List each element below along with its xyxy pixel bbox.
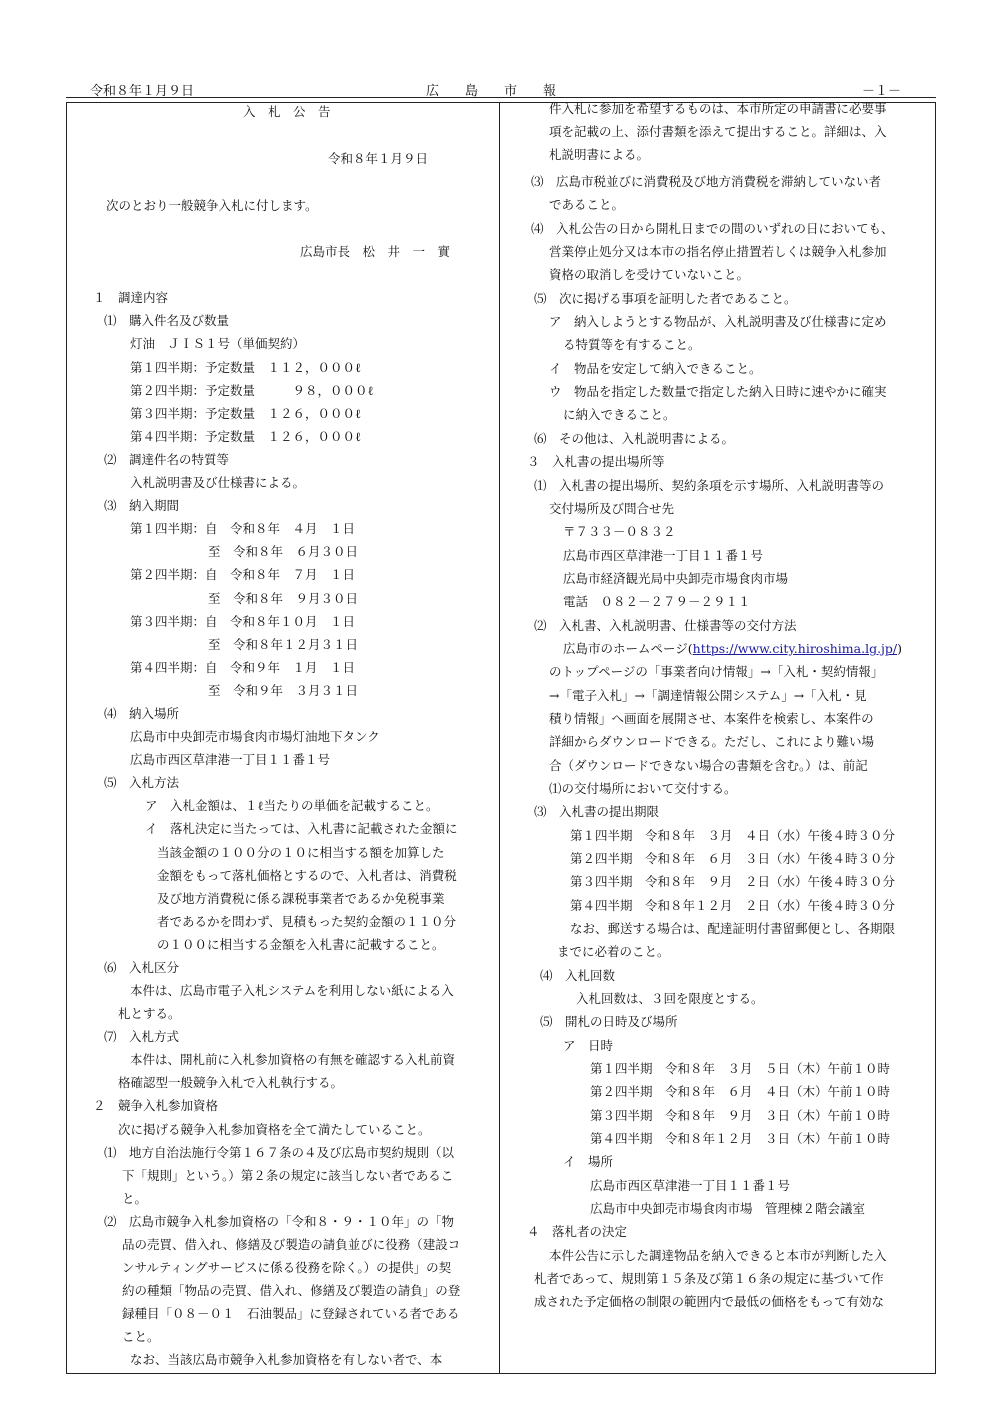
- text-line: 資格の取消しを受けていないこと。: [549, 267, 750, 282]
- text-line: 金額をもって落札価格とするので、入札者は、消費税: [157, 868, 457, 883]
- text-line: 本件は、広島市電子入札システムを利用しない紙による入: [130, 983, 454, 998]
- column-divider: [499, 102, 500, 1374]
- header-date: 令和８年１月９日: [90, 84, 195, 99]
- text-line: ア 納入しようとする物品が、入札説明書及び仕様書に定め: [549, 314, 887, 329]
- text-line: 至 令和９年 ３月３１日: [208, 683, 359, 698]
- text-line: 第４四半期 令和８年１２月 ２日（水）午後４時３０分: [570, 898, 896, 913]
- homepage-link[interactable]: https://www.city.hiroshima.lg.jp/: [692, 641, 898, 656]
- text-line: ア 入札金額は、１ℓ当たりの単価を記載すること。: [145, 798, 439, 813]
- text-line: 次のとおり一般競争入札に付します。: [106, 198, 318, 213]
- text-line: ⑴ 地方自治法施行令第１６７条の４及び広島市契約規則（以: [104, 1145, 455, 1160]
- text-line: 者であるかを問わず、見積もった契約金額の１１０分: [157, 914, 457, 929]
- text-line: 広島市経済観光局中央卸売市場食肉市場: [563, 571, 789, 586]
- text-line: ⑸ 次に掲げる事項を証明した者であること。: [534, 291, 797, 306]
- text-line: 格確認型一般競争入札で入札執行する。: [118, 1075, 344, 1090]
- text-line: 本件は、開札前に入札参加資格の有無を確認する入札前資: [130, 1052, 456, 1067]
- text-line: ⑶ 広島市税並びに消費税及び地方消費税を滞納していない者: [531, 174, 882, 189]
- text-line: 当該金額の１００分の１０に相当する額を加算した: [157, 845, 445, 860]
- text-line: までに必着のこと。: [557, 944, 670, 959]
- text-line: 至 令和８年１２月３１日: [208, 637, 359, 652]
- text-line: 札説明書による。: [549, 147, 650, 162]
- text-line: に納入できること。: [563, 407, 676, 422]
- text-line: 令和８年１月９日: [328, 151, 429, 166]
- text-line: 及び地方消費税に係る課税事業者であるか免税事業: [157, 891, 445, 906]
- text-line: ンサルティングサービスに係る役務を除く。）の提供」の契: [122, 1260, 452, 1275]
- text-line: 第３四半期 令和８年 ９月 ２日（水）午後４時３０分: [570, 874, 896, 889]
- text-line: 次に掲げる競争入札参加資格を全て満たしていること。: [118, 1122, 431, 1137]
- text-line: 広島市西区草津港一丁目１１番１号: [130, 752, 331, 767]
- text-line: 灯油 ＪＩＳ１号（単価契約）: [130, 336, 306, 351]
- text-line: 下「規則」という。）第２条の規定に該当しない者であるこ: [122, 1168, 454, 1183]
- text-line: 成された予定価格の制限の範囲内で最低の価格をもって有効な: [534, 1294, 885, 1309]
- text-line: 録種目「０８－０１ 石油製品」に登録されている者である: [122, 1306, 460, 1321]
- text-line: 第１四半期：予定数量 １１２，０００ℓ: [130, 360, 361, 375]
- text-line: であること。: [549, 197, 625, 212]
- text-line: 第２四半期 令和８年 ６月 ３日（水）午後４時３０分: [570, 851, 896, 866]
- text-line: 入札説明書及び仕様書による。: [130, 475, 306, 490]
- text-line: 第１四半期：自 令和８年 ４月 １日: [130, 521, 356, 536]
- text-line: ４ 落札者の決定: [527, 1224, 628, 1239]
- text-line: 札とする。: [118, 1006, 181, 1021]
- text-line: 件入札に参加を希望するものは、本市所定の申請書に必要事: [549, 101, 887, 116]
- text-line: 札者であって、規則第１５条及び第１６条の規定に基づいて作: [534, 1271, 884, 1286]
- text-line: 入 札 公 告: [243, 104, 331, 119]
- text-line: 第２四半期：予定数量 ９８，０００ℓ: [130, 383, 374, 398]
- text-line: 項を記載の上、添付書類を添えて提出すること。詳細は、入: [549, 124, 887, 139]
- text-line: ⑴ 購入件名及び数量: [104, 313, 230, 328]
- text-line: 第１四半期 令和８年 ３月 ４日（水）午後４時３０分: [570, 828, 896, 843]
- text-line: 広島市長 松 井 一 實: [300, 244, 451, 259]
- text-line: 積り情報」へ画面を展開させ、本案件を検索し、本案件の: [549, 711, 874, 726]
- text-line: 入札回数は、３回を限度とする。: [576, 991, 764, 1006]
- text-line: ア 日時: [563, 1038, 614, 1053]
- header-publication: 広 島 市 報: [426, 84, 557, 99]
- text-line: ３ 入札書の提出場所等: [527, 454, 665, 469]
- text-line: 広島市のホームページ(https://www.city.hiroshima.lg.jp/): [563, 641, 903, 656]
- text-line: ⑹ 入札区分: [104, 960, 180, 975]
- text-line: ⑸ 入札方法: [104, 775, 180, 790]
- text-line: ⑹ その他は、入札説明書による。: [534, 431, 735, 446]
- text-line: ⑷ 入札公告の日から開札日までの間のいずれの日においても、: [531, 221, 894, 236]
- text-line: 第４四半期 令和８年１２月 ３日（木）午前１０時: [590, 1131, 891, 1146]
- text-line: ⑸ 開札の日時及び場所: [540, 1014, 678, 1029]
- text-line: ⑷ 入札回数: [540, 968, 616, 983]
- text-line: 至 令和８年 ６月３０日: [208, 544, 359, 559]
- text-line: 広島市西区草津港一丁目１１番１号: [590, 1178, 791, 1193]
- text-line: 第２四半期 令和８年 ６月 ４日（木）午前１０時: [590, 1084, 891, 1099]
- text-line: イ 落札決定に当たっては、入札書に記載された金額に: [145, 821, 458, 836]
- text-line: ２ 競争入札参加資格: [93, 1098, 219, 1113]
- text-line: イ 場所: [563, 1154, 614, 1169]
- text-line: こと。: [122, 1329, 160, 1344]
- text-line: ⑴ 入札書の提出場所、契約条項を示す場所、入札説明書等の: [534, 478, 885, 493]
- text-line: ⑴の交付場所において交付する。: [549, 781, 737, 796]
- text-line: ⑵ 入札書、入札説明書、仕様書等の交付方法: [534, 618, 797, 633]
- text-line: 電話 ０８２－２７９－２９１１: [563, 594, 751, 609]
- text-line: 広島市中央卸売市場食肉市場 管理棟２階会議室: [590, 1201, 866, 1216]
- text-line: ⑶ 納入期間: [104, 498, 180, 513]
- text-line: ⑷ 納入場所: [104, 706, 180, 721]
- text-line: ⑺ 入札方式: [104, 1029, 180, 1044]
- text-line: なお、郵送する場合は、配達証明付書留郵便とし、各期限: [570, 921, 896, 936]
- text-line: ⑵ 調達件名の特質等: [104, 452, 230, 467]
- text-line: 至 令和８年 ９月３０日: [208, 591, 359, 606]
- text-line: １ 調達内容: [93, 290, 169, 305]
- text-line: のトップページの「事業者向け情報」→「入札・契約情報」: [549, 664, 884, 679]
- text-line: 約の種類「物品の売買、借入れ、修繕及び製造の請負」の登: [122, 1283, 461, 1298]
- text-line: と。: [122, 1191, 148, 1206]
- text-line: 広島市西区草津港一丁目１１番１号: [563, 548, 764, 563]
- text-line: 第２四半期：自 令和８年 ７月 １日: [130, 567, 356, 582]
- text-line: 〒７３３－０８３２: [563, 524, 676, 539]
- text-line: →「電子入札」→「調達情報公開システム」→「入札・見: [549, 688, 867, 703]
- text-line: ⑵ 広島市競争入札参加資格の「令和８・９・１０年」の「物: [104, 1214, 455, 1229]
- text-line: る特質等を有すること。: [563, 337, 701, 352]
- header-rule: [66, 97, 936, 98]
- text-line: 詳細からダウンロードできる。ただし、これにより難い場: [549, 734, 875, 749]
- text-line: 品の売買、借入れ、修繕及び製造の請負並びに役務（建設コ: [122, 1237, 461, 1252]
- text-line: 交付場所及び問合せ先: [549, 501, 675, 516]
- text-line: なお、当該広島市競争入札参加資格を有しない者で、本: [130, 1352, 443, 1367]
- text-line: 第３四半期：予定数量 １２６，０００ℓ: [130, 406, 361, 421]
- text-line: 第４四半期：予定数量 １２６，０００ℓ: [130, 429, 361, 444]
- text-line: 合（ダウンロードできない場合の書類を含む。）は、前記: [549, 758, 868, 773]
- text-line: 第４四半期：自 令和９年 １月 １日: [130, 660, 356, 675]
- text-line: イ 物品を安定して納入できること。: [549, 361, 762, 376]
- header-page-number: －１－: [862, 84, 902, 99]
- text-line: ⑶ 入札書の提出期限: [534, 804, 660, 819]
- text-line: 第３四半期 令和８年 ９月 ３日（木）午前１０時: [590, 1108, 891, 1123]
- text-line: 第３四半期：自 令和８年１０月 １日: [130, 614, 356, 629]
- text-line: 広島市中央卸売市場食肉市場灯油地下タンク: [130, 729, 380, 744]
- text-line: 第１四半期 令和８年 ３月 ５日（木）午前１０時: [590, 1061, 891, 1076]
- text-line: ウ 物品を指定した数量で指定した納入日時に速やかに確実: [549, 384, 887, 399]
- text-line: の１００に相当する金額を入札書に記載すること。: [157, 937, 445, 952]
- text-line: 営業停止処分又は本市の指名停止措置若しくは競争入札参加: [549, 244, 887, 259]
- text-line: 本件公告に示した調達物品を納入できると本市が判断した入: [549, 1248, 887, 1263]
